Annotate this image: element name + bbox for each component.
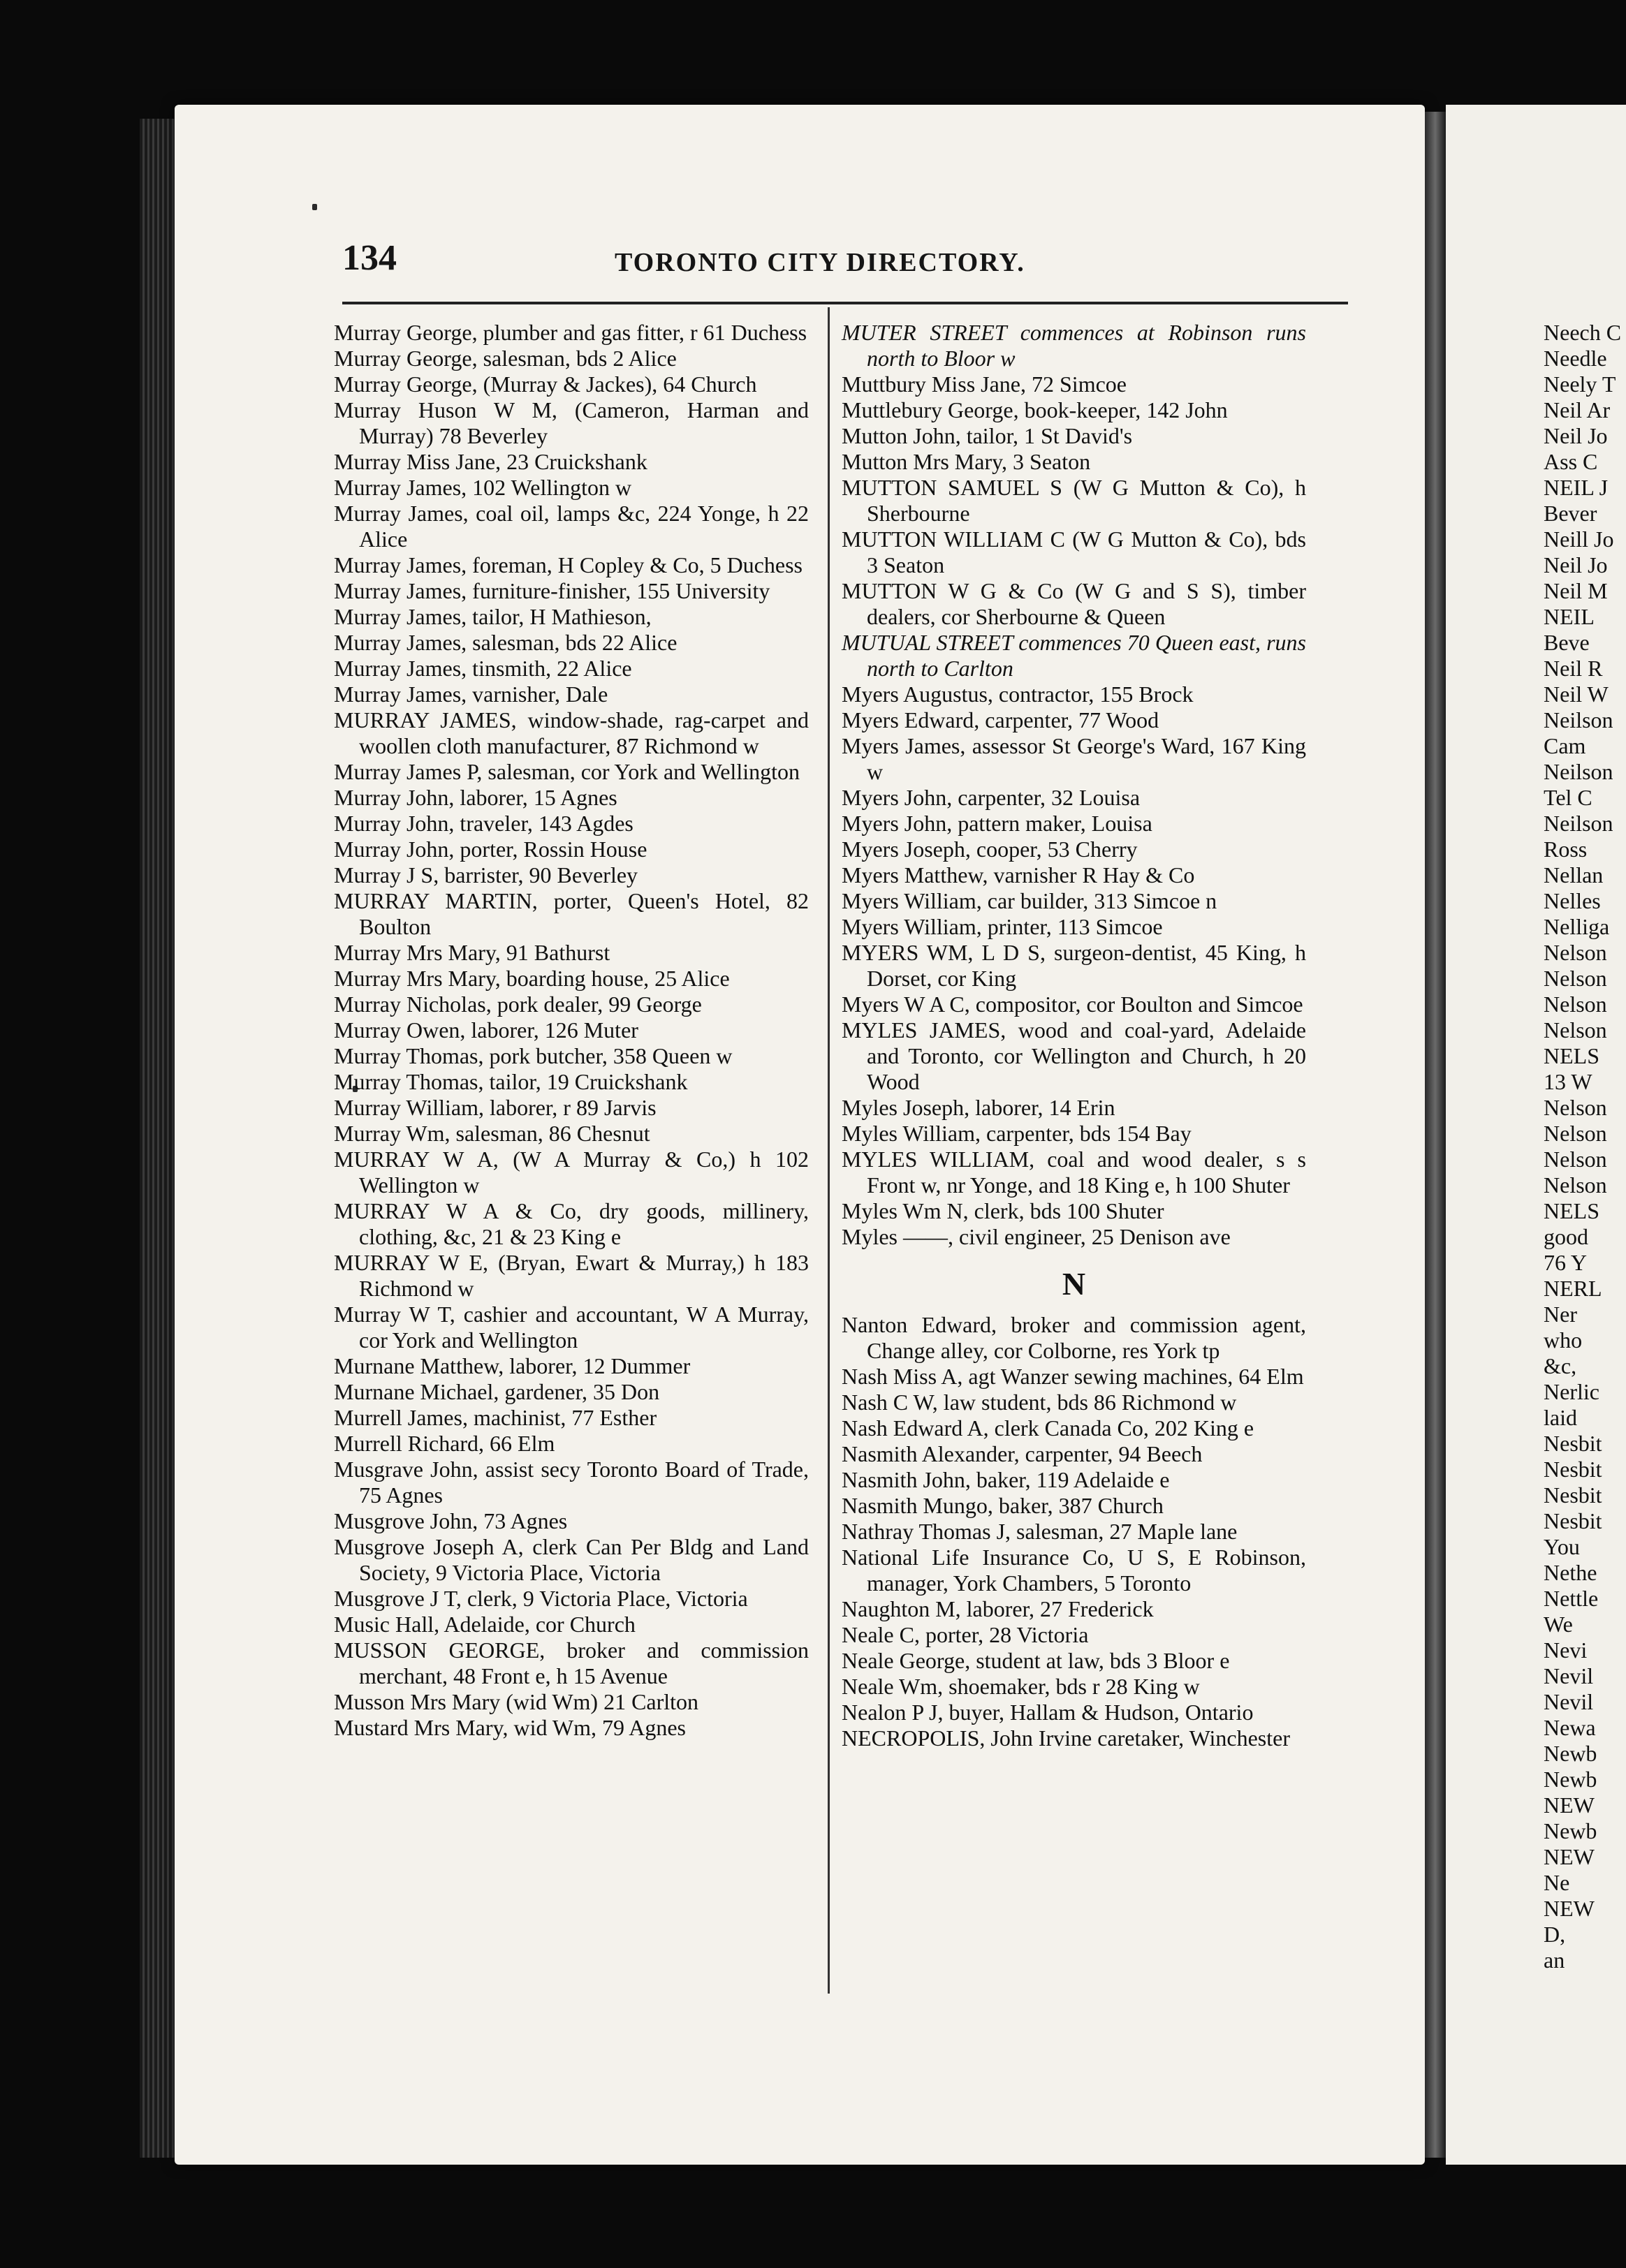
facing-page-fragment: Nelson (1544, 1121, 1607, 1146)
list-item: Murray James, 102 Wellington w (334, 475, 632, 500)
facing-page-fragment: NERL (1544, 1276, 1602, 1301)
facing-page-fragment: Beve (1544, 630, 1590, 655)
left-column (334, 320, 809, 1741)
facing-page-fragment: NEW (1544, 1896, 1595, 1921)
list-item: Mutton John, tailor, 1 St David's (842, 423, 1133, 448)
facing-page-fragment: Nelson (1544, 1172, 1607, 1198)
facing-page-fragment: NEW (1544, 1844, 1595, 1869)
list-item: Muttbury Miss Jane, 72 Simcoe (842, 371, 1127, 397)
facing-page-fragment: Neil Jo (1544, 423, 1608, 448)
facing-page-fragment: Ne (1544, 1870, 1570, 1895)
facing-page-fragment: Ner (1544, 1302, 1577, 1327)
list-item: Murray James, varnisher, Dale (334, 682, 608, 707)
list-item: Neale C, porter, 28 Victoria (842, 1622, 1089, 1647)
list-item: MYERS WM, L D S, surgeon-dentist, 45 King, h Dorset, cor King (842, 940, 1306, 991)
list-item: Murray George, plumber and gas fitter, r 61 Duchess (334, 320, 807, 345)
list-item: Murray James, tinsmith, 22 Alice (334, 656, 632, 681)
facing-page-fragment: Neilson (1544, 759, 1613, 784)
facing-page-fragment: Newa (1544, 1715, 1596, 1740)
facing-page-fragment: Nelles (1544, 888, 1601, 913)
list-item: Murray John, traveler, 143 Agdes (334, 811, 633, 836)
facing-page-fragment: Nesbit (1544, 1431, 1602, 1456)
list-item: Musgrave John, assist secy Toronto Board of Trade, 75 Agnes (334, 1457, 809, 1508)
list-item: Murnane Matthew, laborer, 12 Dummer (334, 1353, 691, 1378)
facing-page-fragment: D, (1544, 1922, 1566, 1947)
list-item: MUTTON WILLIAM C (W G Mutton & Co), bds 3 Seaton (842, 526, 1306, 577)
list-item: Murrell Richard, 66 Elm (334, 1431, 555, 1456)
list-item: Nasmith Mungo, baker, 387 Church (842, 1493, 1164, 1518)
facing-page-fragment: good (1544, 1224, 1588, 1249)
facing-page-fragment: Ross (1544, 837, 1588, 862)
page-title: TORONTO CITY DIRECTORY. (615, 248, 1025, 277)
facing-page-fragment: Nelson (1544, 966, 1607, 991)
facing-page-fragment: Nelliga (1544, 914, 1610, 939)
page-header (342, 237, 1348, 286)
facing-page-fragment: Bever (1544, 501, 1597, 526)
list-item: Naughton M, laborer, 27 Frederick (842, 1596, 1154, 1621)
list-item: Murray James, tailor, H Mathieson, (334, 604, 652, 629)
facing-page-fragment: an (1544, 1947, 1565, 1973)
list-item: MUTTON W G & Co (W G and S S), timber dealers, cor Sherbourne & Queen (842, 578, 1306, 629)
facing-page-fragment: Neil M (1544, 578, 1608, 603)
facing-page-fragment: NEIL J (1544, 475, 1609, 500)
facing-page-fragment: Newb (1544, 1767, 1597, 1792)
facing-page-fragment: Needle (1544, 346, 1607, 371)
list-item: Neale Wm, shoemaker, bds r 28 King w (842, 1674, 1200, 1699)
facing-page-fragment: Neil Jo (1544, 552, 1608, 577)
list-item: MYLES WILLIAM, coal and wood dealer, s s Front w, nr Yonge, and 18 King e, h 100 Shuter (842, 1147, 1306, 1198)
list-item: Murray Nicholas, pork dealer, 99 George (334, 992, 702, 1017)
section-heading: N (1062, 1266, 1086, 1302)
facing-page-fragment: Nelson (1544, 940, 1607, 965)
list-item: Myers John, pattern maker, Louisa (842, 811, 1152, 836)
book-page-edges (140, 119, 175, 2158)
facing-page-fragment: NEW (1544, 1792, 1595, 1818)
list-item: MURRAY W A, (W A Murray & Co,) h 102 Wellington w (334, 1147, 809, 1198)
list-item: MURRAY JAMES, window-shade, rag-carpet and woollen cloth manufacturer, 87 Richmond w (334, 707, 809, 758)
list-item: Murray John, porter, Rossin House (334, 837, 647, 862)
list-item: Mustard Mrs Mary, wid Wm, 79 Agnes (334, 1715, 686, 1740)
list-item: Muttlebury George, book-keeper, 142 John (842, 397, 1228, 422)
facing-page-fragment: Nettle (1544, 1586, 1599, 1611)
ink-speck (312, 204, 317, 210)
book-gutter (1425, 112, 1446, 2158)
list-item: Nathray Thomas J, salesman, 27 Maple lane (842, 1519, 1238, 1544)
list-item: Neale George, student at law, bds 3 Bloor e (842, 1648, 1230, 1673)
list-item: Nasmith John, baker, 119 Adelaide e (842, 1467, 1170, 1492)
facing-page-fragment: NELS (1544, 1198, 1599, 1223)
street-entry: MUTUAL STREET commences 70 Queen east, runs north to Carlton (842, 630, 1306, 681)
list-item: Myers Joseph, cooper, 53 Cherry (842, 837, 1138, 862)
list-item: Murray James, furniture-finisher, 155 University (334, 578, 770, 603)
facing-page-fragment: NELS (1544, 1043, 1599, 1068)
list-item: Nasmith Alexander, carpenter, 94 Beech (842, 1441, 1203, 1466)
facing-page-fragment: laid (1544, 1405, 1577, 1430)
facing-page-fragment: Neilson (1544, 707, 1613, 732)
list-item: Nash Edward A, clerk Canada Co, 202 King e (842, 1415, 1254, 1441)
facing-page-fragment: Nevil (1544, 1663, 1594, 1688)
facing-page-fragment: Newb (1544, 1741, 1597, 1766)
facing-page-fragment: Nevil (1544, 1689, 1594, 1714)
facing-page-fragment: You (1544, 1534, 1580, 1559)
list-item: Murray Mrs Mary, boarding house, 25 Alice (334, 966, 730, 991)
facing-page-fragment: Neilson (1544, 811, 1613, 836)
list-item: Mutton Mrs Mary, 3 Seaton (842, 449, 1091, 474)
list-item: Musgrove Joseph A, clerk Can Per Bldg and Land Society, 9 Victoria Place, Victoria (334, 1534, 809, 1585)
facing-page-column (1544, 320, 1626, 1973)
facing-page-fragment: &c, (1544, 1353, 1577, 1378)
list-item: Murray James, salesman, bds 22 Alice (334, 630, 678, 655)
facing-page-fragment: Neil R (1544, 656, 1603, 681)
facing-page-fragment: Nellan (1544, 862, 1604, 888)
list-item: Murray John, laborer, 15 Agnes (334, 785, 617, 810)
list-item: Murray Thomas, pork butcher, 358 Queen w (334, 1043, 733, 1068)
list-item: Myles Joseph, laborer, 14 Erin (842, 1095, 1115, 1120)
list-item: Myers Augustus, contractor, 155 Brock (842, 682, 1194, 707)
middle-column (842, 320, 1306, 1751)
facing-page-fragment: Nesbit (1544, 1508, 1602, 1533)
list-item: MUTTON SAMUEL S (W G Mutton & Co), h Sherbourne (842, 475, 1306, 526)
list-item: Myers Matthew, varnisher R Hay & Co (842, 862, 1195, 888)
list-item: Murray W T, cashier and accountant, W A Murray, cor York and Wellington (334, 1302, 809, 1353)
street-entry: MUTER STREET commences at Robinson runs north to Bloor w (842, 320, 1306, 371)
list-item: MUSSON GEORGE, broker and commission merchant, 48 Front e, h 15 Avenue (334, 1637, 809, 1688)
facing-page-fragment: Neill Jo (1544, 526, 1614, 552)
facing-page-fragment: Newb (1544, 1818, 1597, 1843)
list-item: Musgrove J T, clerk, 9 Victoria Place, Victoria (334, 1586, 748, 1611)
list-item: Murray William, laborer, r 89 Jarvis (334, 1095, 657, 1120)
list-item: Nanton Edward, broker and commission agent, Change alley, cor Colborne, res York tp (842, 1312, 1306, 1363)
list-item: Musson Mrs Mary (wid Wm) 21 Carlton (334, 1689, 699, 1714)
facing-page-fragment: Nesbit (1544, 1482, 1602, 1508)
list-item: Murray Owen, laborer, 126 Muter (334, 1017, 638, 1043)
facing-page-fragment: Nelson (1544, 1147, 1607, 1172)
list-item: Myles Wm N, clerk, bds 100 Shuter (842, 1198, 1164, 1223)
facing-page-fragment: Nethe (1544, 1560, 1597, 1585)
list-item: Murray James, foreman, H Copley & Co, 5 Duchess (334, 552, 803, 577)
list-item: Myers W A C, compositor, cor Boulton and Simcoe (842, 992, 1303, 1017)
facing-page-fragment: 76 Y (1544, 1250, 1587, 1275)
list-item: Myles William, carpenter, bds 154 Bay (842, 1121, 1192, 1146)
facing-page-fragment: Nevi (1544, 1637, 1588, 1663)
list-item: Murray Mrs Mary, 91 Bathurst (334, 940, 610, 965)
facing-page-fragment: Nelson (1544, 992, 1607, 1017)
list-item: NECROPOLIS, John Irvine caretaker, Winchester (842, 1725, 1290, 1751)
facing-page-fragment: Neil W (1544, 682, 1609, 707)
facing-page-fragment: NEIL (1544, 604, 1595, 629)
facing-page-fragment: Neech C (1544, 320, 1622, 345)
list-item: Murray George, salesman, bds 2 Alice (334, 346, 677, 371)
header-rule (342, 302, 1348, 304)
list-item: Myers James, assessor St George's Ward, 167 King w (842, 733, 1306, 784)
list-item: Musgrove John, 73 Agnes (334, 1508, 568, 1533)
list-item: Murnane Michael, gardener, 35 Don (334, 1379, 660, 1404)
facing-page-fragment: 13 W (1544, 1069, 1592, 1094)
list-item: MURRAY MARTIN, porter, Queen's Hotel, 82 Boulton (334, 888, 809, 939)
list-item: Music Hall, Adelaide, cor Church (334, 1612, 636, 1637)
facing-page-fragment: Nerlic (1544, 1379, 1599, 1404)
list-item: MYLES JAMES, wood and coal-yard, Adelaide and Toronto, cor Wellington and Church, h 20 Wood (842, 1017, 1306, 1094)
list-item: Murrell James, machinist, 77 Esther (334, 1405, 657, 1430)
list-item: Murray George, (Murray & Jackes), 64 Church (334, 371, 757, 397)
list-item: Murray J S, barrister, 90 Beverley (334, 862, 638, 888)
facing-page-fragment: Nelson (1544, 1095, 1607, 1120)
list-item: National Life Insurance Co, U S, E Robinson, manager, York Chambers, 5 Toronto (842, 1545, 1306, 1596)
list-item: Myers William, car builder, 313 Simcoe n (842, 888, 1217, 913)
facing-page-fragment: who (1544, 1327, 1583, 1353)
list-item: MURRAY W E, (Bryan, Ewart & Murray,) h 183 Richmond w (334, 1250, 809, 1301)
facing-page-fragment: Neil Ar (1544, 397, 1611, 422)
list-item: Nash C W, law student, bds 86 Richmond w (842, 1390, 1237, 1415)
list-item: Murray Wm, salesman, 86 Chesnut (334, 1121, 650, 1146)
facing-page-fragment: Cam (1544, 733, 1586, 758)
list-item: Myles ——, civil engineer, 25 Denison ave (842, 1224, 1231, 1249)
list-item: Murray Huson W M, (Cameron, Harman and Murray) 78 Beverley (334, 397, 809, 448)
facing-page-fragment: Tel C (1544, 785, 1592, 810)
list-item: Nash Miss A, agt Wanzer sewing machines, 64 Elm (842, 1364, 1304, 1389)
list-item: Murray James P, salesman, cor York and Wellington (334, 759, 800, 784)
list-item: Murray Miss Jane, 23 Cruickshank (334, 449, 647, 474)
facing-page-fragment: We (1544, 1612, 1573, 1637)
facing-page-fragment: Neely T (1544, 371, 1616, 397)
list-item: Myers William, printer, 113 Simcoe (842, 914, 1163, 939)
facing-page-fragment: Nelson (1544, 1017, 1607, 1043)
facing-page-fragment: Nesbit (1544, 1457, 1602, 1482)
list-item: Myers Edward, carpenter, 77 Wood (842, 707, 1159, 732)
list-item: Murray Thomas, tailor, 19 Cruickshank (334, 1069, 688, 1094)
list-item: MURRAY W A & Co, dry goods, millinery, clothing, &c, 21 & 23 King e (334, 1198, 809, 1249)
list-item: Murray James, coal oil, lamps &c, 224 Yonge, h 22 Alice (334, 501, 809, 552)
list-item: Myers John, carpenter, 32 Louisa (842, 785, 1141, 810)
page-number: 134 (342, 238, 397, 278)
column-divider (828, 307, 830, 1994)
list-item: Nealon P J, buyer, Hallam & Hudson, Ontario (842, 1700, 1254, 1725)
facing-page-fragment: Ass C (1544, 449, 1598, 474)
